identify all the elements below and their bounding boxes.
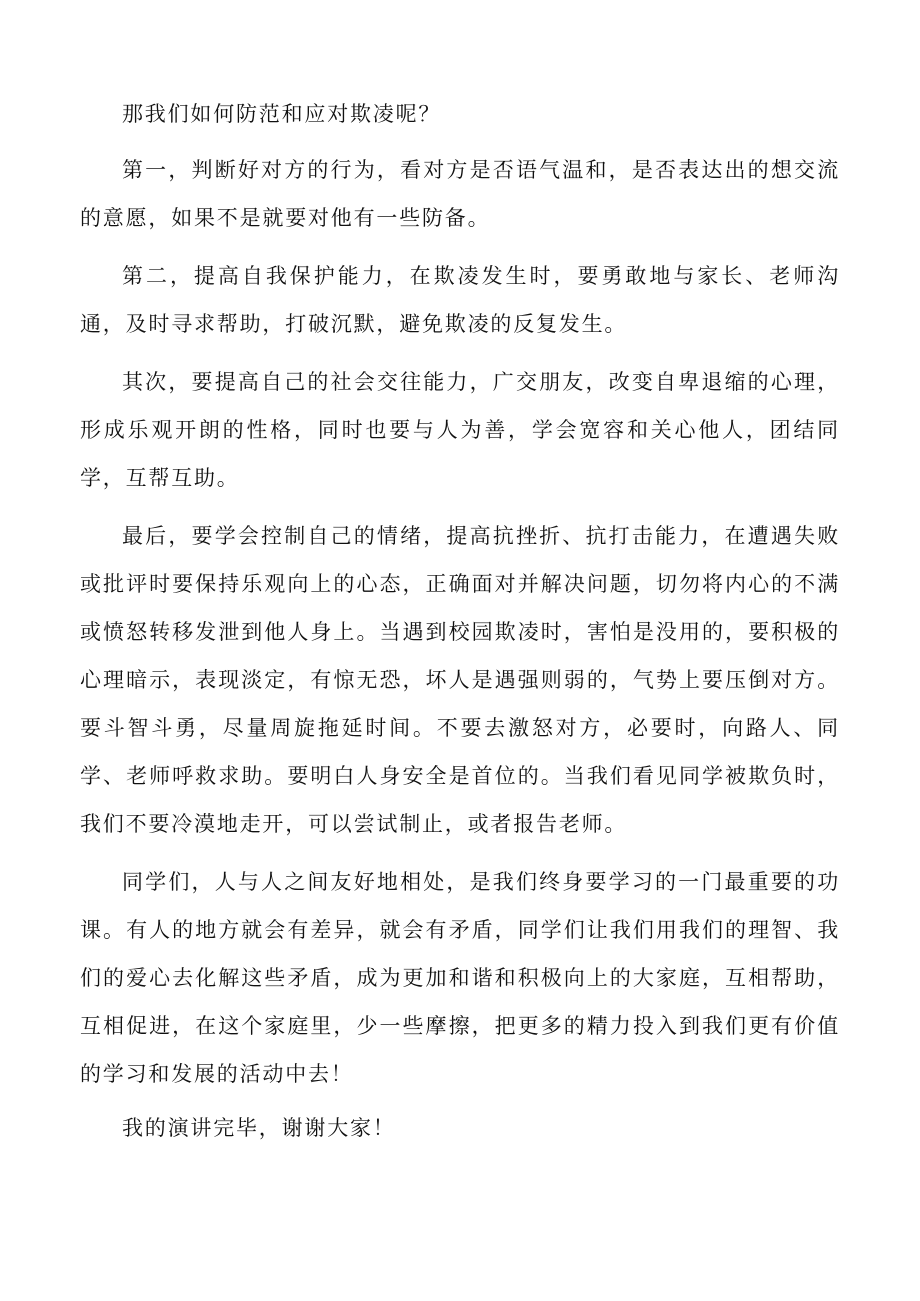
paragraph-second: 第二，提高自我保护能力，在欺凌发生时，要勇敢地与家长、老师沟通，及时寻求帮助，打破沉默，避免欺凌的反复发生。 [80, 264, 840, 336]
paragraph-finally: 最后，要学会控制自己的情绪，提高抗挫折、抗打击能力，在遭遇失败或批评时要保持乐观向上的心态，正确面对并解决问题，切勿将内心的不满或愤怒转移发泄到他人身上。当遇到校园欺凌时，害怕是没用的，要积极的心理暗示，表现淡定，有惊无恐，坏人是遇强则弱的，气势上要压倒对方。要斗智斗勇，尽量周旋拖延时间。不要去激怒对方，必要时，向路人、同学、老师呼救求助。要明白人身安全是首位的。当我们看见同学被欺负时，我们不要冷漠地走开，可以尝试制止，或者报告老师。 [80, 524, 840, 836]
paragraph-classmates: 同学们，人与人之间友好地相处，是我们终身要学习的一门最重要的功课。有人的地方就会有差异，就会有矛盾，同学们让我们用我们的理智、我们的爱心去化解这些矛盾，成为更加和谐和积极向上的大家庭，互相帮助，互相促进，在这个家庭里，少一些摩擦，把更多的精力投入到我们更有价值的学习和发展的活动中去！ [80, 870, 840, 1086]
paragraph-question: 那我们如何防范和应对欺凌呢？ [122, 102, 442, 126]
paragraph-next: 其次，要提高自己的社会交往能力，广交朋友，改变自卑退缩的心理，形成乐观开朗的性格，同时也要与人为善，学会宽容和关心他人，团结同学，互帮互助。 [80, 370, 840, 490]
paragraph-first: 第一，判断好对方的行为，看对方是否语气温和，是否表达出的想交流的意愿，如果不是就要对他有一些防备。 [80, 158, 840, 230]
paragraph-closing: 我的演讲完毕，谢谢大家！ [122, 1116, 396, 1140]
speech-body [80, 96, 840, 1160]
